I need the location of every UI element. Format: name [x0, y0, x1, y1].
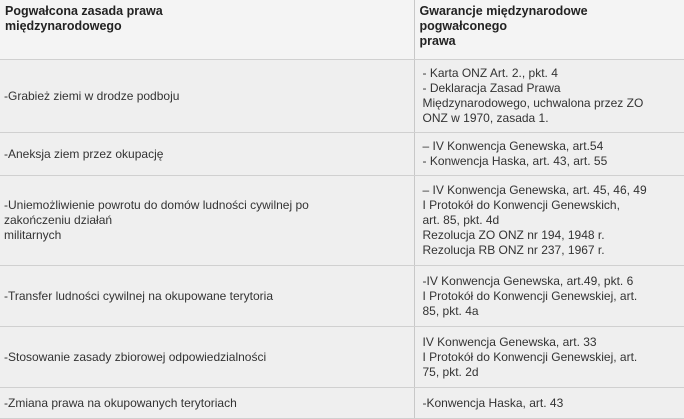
cell-text: -Grabież ziemi w drodze podboju	[4, 88, 180, 103]
principle-cell	[0, 60, 414, 133]
principle-cell	[0, 176, 414, 266]
guarantees-cell	[414, 388, 684, 419]
table-header-row	[0, 0, 684, 60]
header-violated-principle	[0, 0, 414, 60]
cell-text: – IV Konwencja Genewska, art. 45, 46, 49	[422, 183, 647, 197]
cell-text: -Aneksja ziem przez okupację	[4, 146, 164, 161]
cell-text: Rezolucja RB ONZ nr 237, 1967 r.	[422, 243, 605, 257]
table-row	[0, 133, 684, 176]
principle-cell	[0, 266, 414, 327]
cell-text: -Konwencja Haska, art. 43	[422, 395, 564, 410]
principle-cell	[0, 388, 414, 419]
table-row	[0, 327, 684, 388]
cell-text: -Uniemożliwienie powrotu do domów ludności cywilnej po	[4, 198, 309, 212]
cell-text: I Protokół do Konwencji Genewskiej, art.	[422, 349, 638, 364]
header-text: międzynarodowego	[5, 19, 122, 33]
header-text: pogwałconego	[419, 19, 507, 33]
cell-text: -Transfer ludności cywilnej na okupowane terytoria	[4, 288, 274, 303]
table-row	[0, 266, 684, 327]
table-row	[0, 176, 684, 266]
cell-text: ONZ w 1970, zasada 1.	[422, 111, 549, 125]
cell-text: zakończeniu działań	[4, 213, 113, 227]
guarantees-cell	[414, 60, 684, 133]
cell-text: art. 85, pkt. 4d	[422, 213, 500, 227]
cell-text: 75, pkt. 2d	[422, 364, 479, 379]
cell-text: I Protokół do Konwencji Genewskiej, art.	[422, 288, 638, 303]
cell-text: Rezolucja ZO ONZ nr 194, 1948 r.	[422, 228, 605, 242]
cell-text: I Protokół do Konwencji Genewskich,	[422, 198, 620, 212]
cell-text: -Zmiana prawa na okupowanych terytoriach	[4, 395, 237, 410]
cell-text: - Deklaracja Zasad Prawa	[422, 81, 561, 95]
header-text: Gwarancje międzynarodowe	[419, 4, 588, 18]
principle-cell	[0, 327, 414, 388]
guarantees-cell	[414, 327, 684, 388]
cell-text: IV Konwencja Genewska, art. 33	[422, 334, 597, 349]
cell-text: militarnych	[4, 228, 62, 242]
cell-text: - Karta ONZ Art. 2., pkt. 4	[422, 66, 558, 80]
cell-text: Międzynarodowego, uchwalona przez ZO	[422, 96, 644, 110]
guarantees-cell	[414, 176, 684, 266]
principle-cell	[0, 133, 414, 176]
table-row	[0, 60, 684, 133]
header-international-guarantees	[414, 0, 684, 60]
cell-text: -Stosowanie zasady zbiorowej odpowiedzialności	[4, 349, 267, 364]
cell-text: - Konwencja Haska, art. 43, art. 55	[422, 154, 608, 168]
guarantees-cell	[414, 133, 684, 176]
cell-text: – IV Konwencja Genewska, art.54	[422, 139, 604, 153]
cell-text: -IV Konwencja Genewska, art.49, pkt. 6	[422, 273, 634, 288]
header-text: Pogwałcona zasada prawa	[5, 4, 163, 18]
table-row	[0, 388, 684, 419]
guarantees-cell	[414, 266, 684, 327]
header-text: prawa	[419, 34, 456, 48]
cell-text: 85, pkt. 4a	[422, 303, 479, 318]
